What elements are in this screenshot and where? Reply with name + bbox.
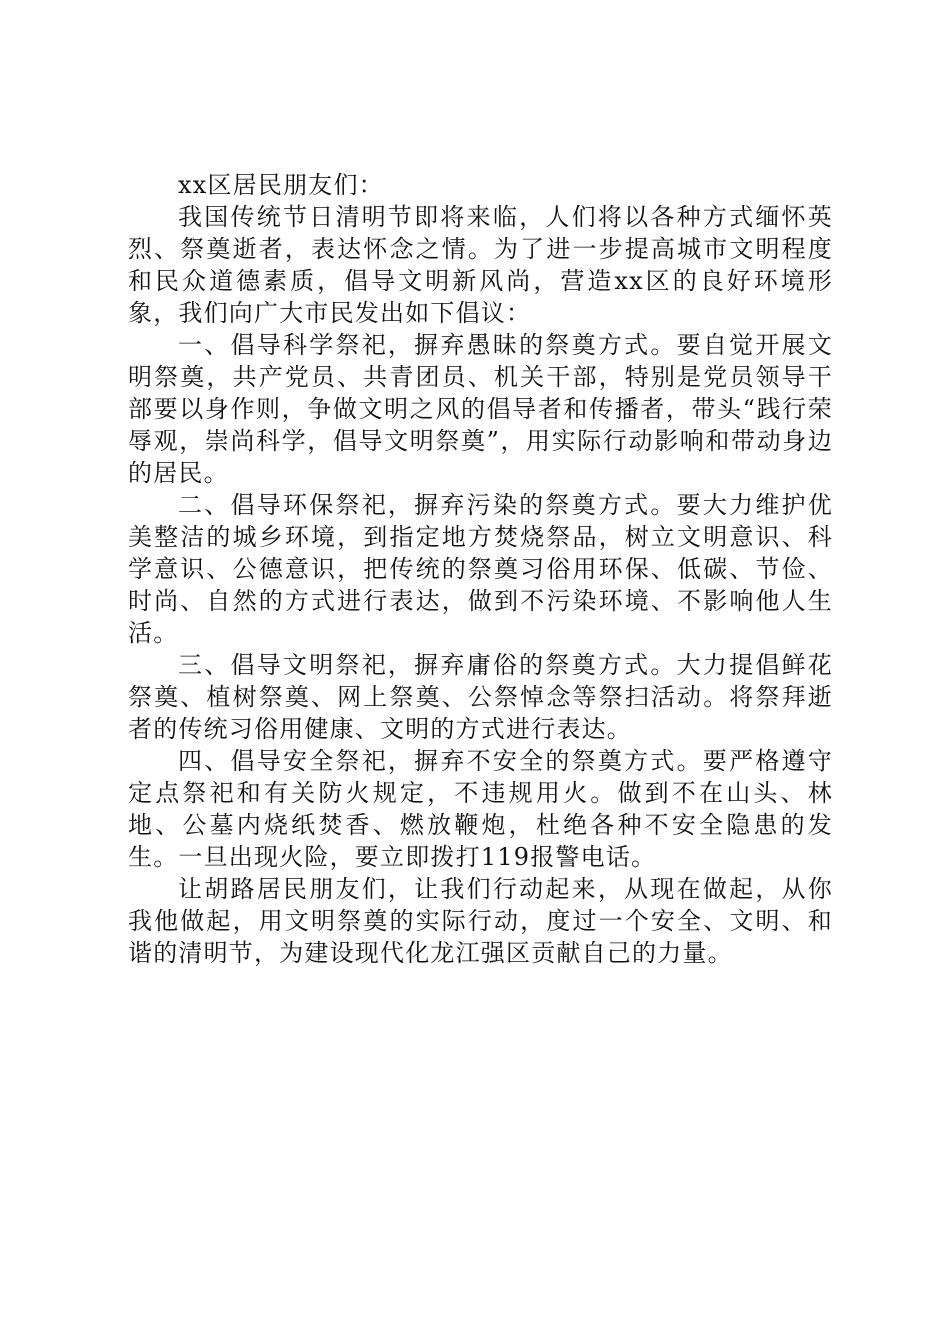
paragraph-intro: 我国传统节日清明节即将来临，人们将以各种方式缅怀英烈、祭奠逝者，表达怀念之情。为了进一步提高城市文明程度和民众道德素质，倡导文明新风尚，营造xx区的良好环境形象，我们向广大市民发出如下倡议：	[128, 203, 833, 327]
paragraph-item-2: 二、倡导环保祭祀，摒弃污染的祭奠方式。要大力维护优美整洁的城乡环境，到指定地方焚烧祭品，树立文明意识、科学意识、公德意识，把传统的祭奠习俗用环保、低碳、节俭、时尚、自然的方式进行表达，做到不污染环境、不影响他人生活。	[128, 491, 833, 647]
salutation: xx区居民朋友们：	[178, 171, 384, 199]
document-body	[128, 169, 833, 969]
paragraph-item-3: 三、倡导文明祭祀，摒弃庸俗的祭奠方式。大力提倡鲜花祭奠、植树祭奠、网上祭奠、公祭悼念等祭扫活动。将祭拜逝者的传统习俗用健康、文明的方式进行表达。	[128, 651, 833, 743]
paragraph-closing: 让胡路居民朋友们，让我们行动起来，从现在做起，从你我他做起，用文明祭奠的实际行动，度过一个安全、文明、和谐的清明节，为建设现代化龙江强区贡献自己的力量。	[128, 875, 833, 967]
paragraph-item-1: 一、倡导科学祭祀，摒弃愚昧的祭奠方式。要自觉开展文明祭奠，共产党员、共青团员、机关干部，特别是党员领导干部要以身作则，争做文明之风的倡导者和传播者，带头“践行荣辱观，崇尚科学，倡导文明祭奠”，用实际行动影响和带动身边的居民。	[128, 331, 833, 487]
paragraph-item-4: 四、倡导安全祭祀，摒弃不安全的祭奠方式。要严格遵守定点祭祀和有关防火规定，不违规用火。做到不在山头、林地、公墓内烧纸焚香、燃放鞭炮，杜绝各种不安全隐患的发生。一旦出现火险，要立即拨打119报警电话。	[128, 747, 833, 871]
